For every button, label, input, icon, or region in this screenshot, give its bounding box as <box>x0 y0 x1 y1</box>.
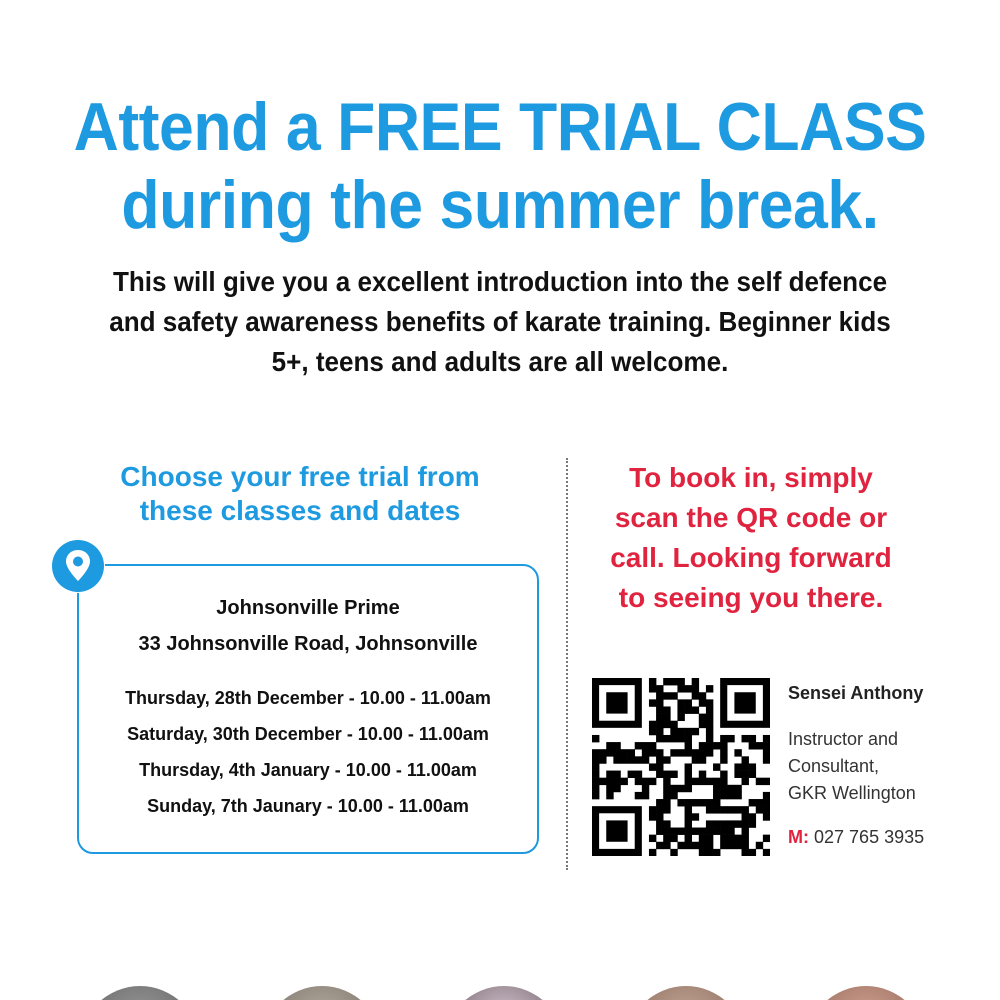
qr-module <box>656 735 663 742</box>
qr-module <box>656 756 663 763</box>
qr-module <box>656 820 663 827</box>
qr-module <box>692 706 699 713</box>
qr-module <box>727 842 734 849</box>
qr-module <box>699 771 706 778</box>
qr-code-graphic <box>592 678 770 856</box>
qr-module <box>642 756 649 763</box>
qr-module <box>685 749 692 756</box>
qr-module <box>749 742 756 749</box>
contact-role-line-2: Consultant, <box>788 756 880 776</box>
qr-module <box>713 778 720 785</box>
qr-module <box>663 735 670 742</box>
qr-module <box>685 813 692 820</box>
class-photo <box>262 986 382 1000</box>
qr-module <box>706 820 713 827</box>
qr-module <box>734 835 741 842</box>
qr-module <box>713 806 720 813</box>
qr-module <box>613 742 620 749</box>
qr-module <box>649 849 656 856</box>
qr-module <box>727 792 734 799</box>
qr-module <box>628 771 635 778</box>
qr-module <box>685 706 692 713</box>
qr-module <box>685 785 692 792</box>
qr-module <box>635 742 642 749</box>
qr-module <box>685 728 692 735</box>
classes-heading-line-1: Choose your free trial from <box>120 461 480 492</box>
qr-module <box>649 806 656 813</box>
qr-module <box>742 835 749 842</box>
qr-module <box>742 771 749 778</box>
qr-module <box>727 806 734 813</box>
qr-module <box>592 763 599 770</box>
qr-module <box>656 685 663 692</box>
headline-line-1: Attend a FREE TRIAL CLASS <box>73 89 927 165</box>
qr-module <box>692 692 699 699</box>
qr-module <box>656 749 663 756</box>
qr-module <box>656 714 663 721</box>
qr-module <box>763 749 770 756</box>
qr-module <box>670 692 677 699</box>
qr-module <box>720 735 727 742</box>
qr-module <box>734 692 755 713</box>
qr-module <box>663 678 670 685</box>
class-date-item: Saturday, 30th December - 10.00 - 11.00am <box>127 724 489 744</box>
qr-module <box>620 756 627 763</box>
qr-module <box>706 735 713 742</box>
qr-module <box>692 799 699 806</box>
qr-module <box>720 820 727 827</box>
qr-module <box>649 749 656 756</box>
qr-module <box>699 749 706 756</box>
qr-module <box>763 735 770 742</box>
qr-module <box>706 685 713 692</box>
headline <box>40 88 960 244</box>
qr-module <box>756 742 763 749</box>
qr-module <box>692 778 699 785</box>
qr-module <box>742 806 749 813</box>
qr-module <box>670 792 677 799</box>
class-photo <box>806 986 926 1000</box>
qr-module <box>720 835 727 842</box>
qr-module <box>749 799 756 806</box>
qr-module <box>763 813 770 820</box>
qr-module <box>756 806 763 813</box>
qr-module <box>699 799 706 806</box>
qr-module <box>756 778 763 785</box>
qr-module <box>727 735 734 742</box>
qr-module <box>734 820 741 827</box>
phone-number: 027 765 3935 <box>814 827 925 847</box>
qr-module <box>606 785 613 792</box>
qr-module <box>663 828 670 835</box>
qr-module <box>720 771 727 778</box>
qr-module <box>692 749 699 756</box>
qr-module <box>685 820 692 827</box>
qr-module <box>706 835 713 842</box>
qr-module <box>706 842 713 849</box>
class-date-item: Sunday, 7th Jaunary - 10.00 - 11.00am <box>147 796 469 816</box>
qr-module <box>656 699 663 706</box>
intro-line-1: This will give you a excellent introduction into the self defence <box>112 266 888 297</box>
qr-module <box>649 699 656 706</box>
booking-line-1: To book in, simply <box>629 462 873 493</box>
qr-module <box>663 706 670 713</box>
qr-module <box>734 749 741 756</box>
qr-module <box>649 728 656 735</box>
qr-module <box>699 849 706 856</box>
qr-module <box>663 771 670 778</box>
qr-module <box>699 742 706 749</box>
qr-module <box>720 806 727 813</box>
qr-module <box>685 778 692 785</box>
booking-line-2: scan the QR code or <box>614 502 888 533</box>
qr-module <box>670 849 677 856</box>
qr-module <box>613 756 620 763</box>
class-date-item: Thursday, 28th December - 10.00 - 11.00am <box>125 688 491 708</box>
qr-module <box>642 792 649 799</box>
qr-module <box>699 692 706 699</box>
qr-module <box>642 742 649 749</box>
qr-module <box>685 806 692 813</box>
qr-module <box>656 828 663 835</box>
qr-module <box>734 785 741 792</box>
qr-module <box>656 706 663 713</box>
qr-module <box>713 799 720 806</box>
qr-module <box>727 785 734 792</box>
qr-module <box>663 835 670 842</box>
qr-module <box>734 771 741 778</box>
qr-module <box>713 820 720 827</box>
qr-module <box>677 678 684 685</box>
qr-module <box>663 785 670 792</box>
qr-module <box>649 835 656 842</box>
qr-module <box>699 835 706 842</box>
qr-module <box>642 749 649 756</box>
qr-module <box>692 678 699 685</box>
qr-module <box>685 828 692 835</box>
qr-module <box>606 742 613 749</box>
qr-module <box>734 842 741 849</box>
qr-module <box>663 820 670 827</box>
qr-module <box>592 778 599 785</box>
qr-module <box>720 778 727 785</box>
qr-module <box>706 699 713 706</box>
qr-module <box>699 714 706 721</box>
qr-module <box>763 742 770 749</box>
qr-module <box>606 820 627 841</box>
qr-module <box>663 792 670 799</box>
column-divider <box>566 458 568 870</box>
qr-module <box>677 828 684 835</box>
qr-module <box>620 749 627 756</box>
qr-module <box>677 799 684 806</box>
booking-line-3: call. Looking forward <box>610 542 892 573</box>
qr-module <box>749 820 756 827</box>
qr-module <box>677 785 684 792</box>
qr-module <box>656 806 663 813</box>
qr-module <box>677 714 684 721</box>
venue-name: Johnsonville Prime <box>216 597 400 619</box>
qr-module <box>706 714 713 721</box>
qr-module <box>727 820 734 827</box>
qr-module <box>763 756 770 763</box>
qr-module <box>663 778 670 785</box>
qr-module <box>649 685 656 692</box>
qr-module <box>620 778 627 785</box>
qr-module <box>685 835 692 842</box>
qr-module <box>606 778 613 785</box>
qr-module <box>749 849 756 856</box>
qr-module <box>742 778 749 785</box>
phone-label: M: <box>788 827 809 847</box>
qr-module <box>592 749 599 756</box>
qr-module <box>713 849 720 856</box>
qr-module <box>699 778 706 785</box>
qr-module <box>720 785 727 792</box>
qr-module <box>613 778 620 785</box>
qr-module <box>763 849 770 856</box>
class-date-item: Thursday, 4th January - 10.00 - 11.00am <box>139 760 477 780</box>
qr-module <box>656 728 663 735</box>
qr-module <box>720 828 727 835</box>
qr-module <box>656 763 663 770</box>
qr-module <box>656 692 663 699</box>
qr-module <box>677 728 684 735</box>
qr-module <box>742 813 749 820</box>
qr-module <box>656 799 663 806</box>
qr-module <box>663 842 670 849</box>
contact-phone[interactable] <box>788 825 988 849</box>
qr-module <box>763 806 770 813</box>
qr-module <box>692 728 699 735</box>
qr-module <box>613 749 620 756</box>
venue <box>77 590 539 662</box>
qr-module <box>649 721 656 728</box>
qr-module <box>635 756 642 763</box>
qr-module <box>592 735 599 742</box>
qr-module <box>699 756 706 763</box>
qr-module <box>742 842 749 849</box>
qr-module <box>706 749 713 756</box>
photo-strip <box>0 980 1000 1000</box>
location-pin-icon <box>50 538 106 594</box>
qr-module <box>706 806 713 813</box>
qr-module <box>685 799 692 806</box>
qr-module <box>685 699 692 706</box>
qr-module <box>692 828 699 835</box>
contact-role-line-3: GKR Wellington <box>788 783 916 803</box>
intro-line-3: 5+, teens and adults are all welcome. <box>271 346 729 377</box>
qr-module <box>763 778 770 785</box>
qr-module <box>727 835 734 842</box>
qr-module <box>699 842 706 849</box>
qr-module <box>663 799 670 806</box>
qr-module <box>763 792 770 799</box>
qr-module <box>720 749 727 756</box>
qr-module <box>699 721 706 728</box>
booking-line-4: to seeing you there. <box>618 582 884 613</box>
qr-module <box>677 699 684 706</box>
qr-module <box>663 756 670 763</box>
qr-module <box>635 778 642 785</box>
contact-role-line-1: Instructor and <box>788 729 899 749</box>
qr-module <box>628 756 635 763</box>
qr-module <box>692 685 699 692</box>
qr-module <box>649 678 656 685</box>
qr-module <box>734 792 741 799</box>
qr-module <box>592 771 599 778</box>
qr-module <box>656 771 663 778</box>
qr-module <box>663 721 670 728</box>
qr-module <box>663 714 670 721</box>
qr-module <box>628 749 635 756</box>
qr-module <box>649 778 656 785</box>
qr-module <box>670 678 677 685</box>
qr-module <box>670 835 677 842</box>
qr-module <box>749 735 756 742</box>
qr-module <box>685 685 692 692</box>
qr-module <box>685 771 692 778</box>
qr-module <box>677 749 684 756</box>
qr-module <box>706 728 713 735</box>
qr-module <box>592 756 599 763</box>
qr-module <box>685 763 692 770</box>
qr-module <box>685 735 692 742</box>
qr-module <box>692 813 699 820</box>
qr-module <box>685 742 692 749</box>
qr-module <box>720 742 727 749</box>
qr-module <box>592 792 599 799</box>
qr-module <box>713 828 720 835</box>
class-photo <box>444 986 564 1000</box>
intro-line-2: and safety awareness benefits of karate training. Beginner kids <box>109 306 891 337</box>
qr-module <box>677 706 684 713</box>
qr-module <box>677 842 684 849</box>
class-photo <box>626 986 746 1000</box>
qr-module <box>749 771 756 778</box>
qr-module <box>677 685 684 692</box>
contact-name: Sensei Anthony <box>788 683 924 703</box>
qr-module <box>720 842 727 849</box>
qr-module <box>727 828 734 835</box>
classes-heading-line-2: these classes and dates <box>139 495 461 526</box>
qr-module <box>663 806 670 813</box>
qr-module <box>663 692 670 699</box>
qr-module <box>713 763 720 770</box>
qr-module <box>592 785 599 792</box>
qr-module <box>670 735 677 742</box>
qr-module <box>606 749 613 756</box>
qr-module <box>613 785 620 792</box>
qr-module <box>642 778 649 785</box>
qr-module <box>599 749 606 756</box>
qr-module <box>656 813 663 820</box>
qr-module <box>749 813 756 820</box>
qr-module <box>706 828 713 835</box>
qr-code-icon[interactable] <box>592 678 770 856</box>
qr-module <box>706 742 713 749</box>
qr-module <box>656 721 663 728</box>
qr-module <box>649 813 656 820</box>
qr-module <box>649 742 656 749</box>
qr-module <box>734 806 741 813</box>
intro-paragraph <box>72 262 928 382</box>
qr-module <box>606 771 613 778</box>
qr-module <box>699 699 706 706</box>
qr-module <box>763 799 770 806</box>
qr-module <box>720 756 727 763</box>
qr-module <box>713 742 720 749</box>
qr-module <box>635 792 642 799</box>
class-photo <box>80 986 200 1000</box>
qr-module <box>742 849 749 856</box>
headline-line-2: during the summer break. <box>121 167 879 243</box>
qr-module <box>713 785 720 792</box>
qr-module <box>706 706 713 713</box>
qr-module <box>670 771 677 778</box>
contact-card <box>788 682 988 849</box>
qr-module <box>670 721 677 728</box>
venue-address: 33 Johnsonville Road, Johnsonville <box>138 633 478 655</box>
qr-module <box>692 756 699 763</box>
qr-module <box>670 785 677 792</box>
qr-module <box>613 771 620 778</box>
qr-module <box>635 771 642 778</box>
qr-module <box>713 792 720 799</box>
qr-module <box>706 799 713 806</box>
qr-module <box>606 792 613 799</box>
qr-module <box>670 749 677 756</box>
qr-module <box>670 728 677 735</box>
qr-module <box>756 842 763 849</box>
qr-module <box>599 756 606 763</box>
qr-module <box>742 735 749 742</box>
qr-module <box>656 842 663 849</box>
qr-module <box>742 820 749 827</box>
qr-module <box>599 778 606 785</box>
qr-module <box>706 778 713 785</box>
qr-module <box>706 721 713 728</box>
qr-module <box>685 842 692 849</box>
qr-module <box>606 692 627 713</box>
qr-module <box>677 735 684 742</box>
qr-module <box>742 828 749 835</box>
qr-module <box>692 842 699 849</box>
classes-heading <box>70 460 530 528</box>
qr-module <box>763 835 770 842</box>
qr-module <box>649 763 656 770</box>
qr-module <box>742 763 749 770</box>
class-dates-list <box>77 680 539 824</box>
qr-module <box>749 763 756 770</box>
qr-module <box>670 828 677 835</box>
qr-module <box>642 785 649 792</box>
qr-module <box>734 763 741 770</box>
qr-module <box>706 849 713 856</box>
booking-message <box>576 458 926 618</box>
contact-role <box>788 726 988 807</box>
qr-module <box>756 799 763 806</box>
qr-module <box>720 792 727 799</box>
qr-module <box>742 756 749 763</box>
qr-module <box>699 828 706 835</box>
